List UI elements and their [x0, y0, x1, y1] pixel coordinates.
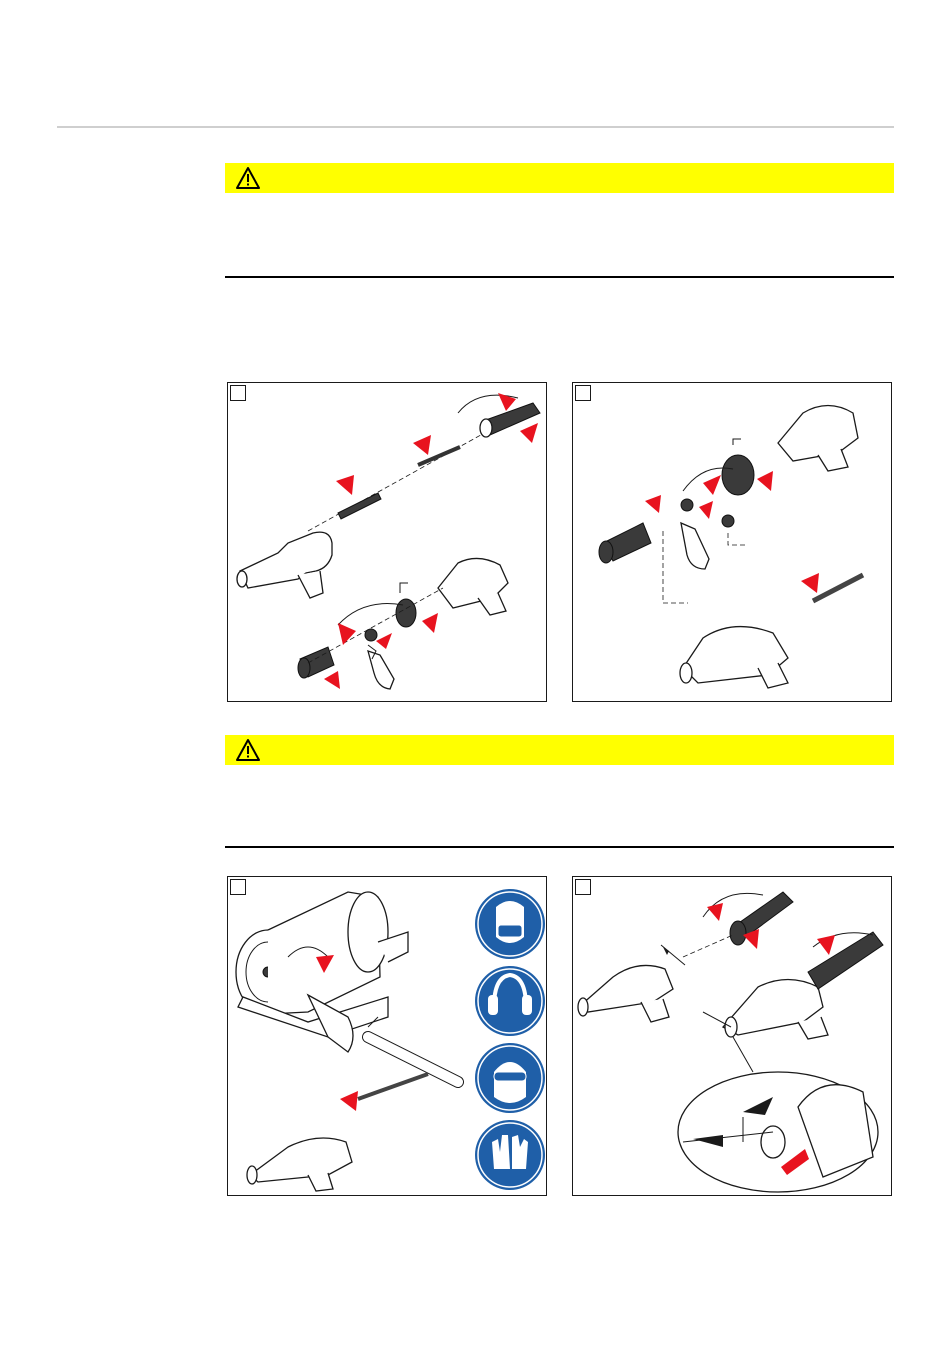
grinding-illustration [228, 877, 545, 1194]
torch-body-bottom [438, 558, 508, 615]
eye-protection-sign-icon [475, 1043, 545, 1113]
reassembly-illustration [573, 877, 890, 1194]
warning-triangle-icon [235, 166, 261, 190]
header-rule [57, 126, 894, 128]
ear-protection-sign-icon [475, 966, 545, 1036]
section-rule [225, 276, 894, 278]
caution-banner-2 [225, 735, 894, 765]
section-rule-2 [225, 846, 894, 848]
nozzle-parts-illustration [573, 383, 890, 700]
figure-step-4 [572, 876, 892, 1196]
disassembly-illustration [228, 383, 545, 700]
magnified-detail [678, 1037, 878, 1192]
figure-step-3 [227, 876, 547, 1196]
mask-sign-icon [475, 889, 545, 959]
warning-triangle-icon [235, 738, 261, 762]
gloves-sign-icon [475, 1120, 545, 1190]
torch-body-top [237, 532, 332, 598]
figure-step-2 [572, 382, 892, 702]
caution-banner [225, 163, 894, 193]
figure-step-1 [227, 382, 547, 702]
